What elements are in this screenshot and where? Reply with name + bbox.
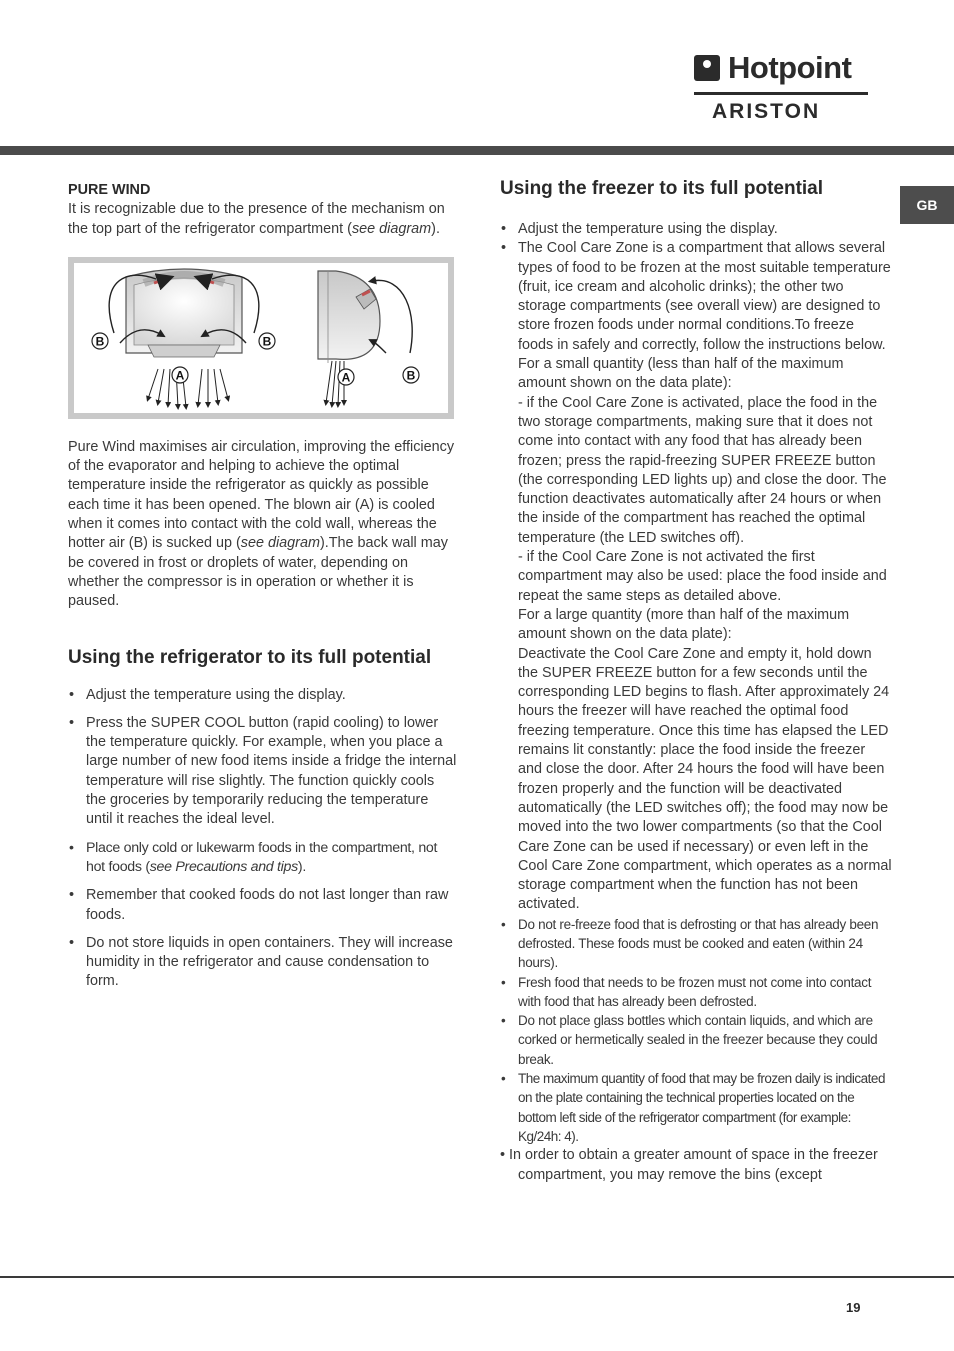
svg-text:B: B (262, 334, 272, 349)
pure-wind-intro: It is recognizable due to the presence of the mechanism on the top part of the refrigerator compartment (see diagram). (68, 201, 445, 237)
hotpoint-logo-icon (694, 55, 720, 81)
list-item: • The maximum quantity of food that may be frozen daily is indicated on the plate containing the technical properties located on the bottom left side of the refrigerator compartment (for example: Kg/24h: 4). (500, 1069, 892, 1146)
pure-wind-body: Pure Wind maximises air circulation, improving the efficiency of the evaporator and helping to achieve the optimal temperature inside the refrigerator as quickly as possible each time it has been opened. The blown air (A) is cooled when it comes into contact with the cold wall, whereas the hotter air (B) is sucked up (see diagram).The back wall may be covered in frost or droplets of water, depending on whether the compressor is in operation or whether it is paused. (68, 438, 455, 610)
brand-name: Hotpoint (728, 50, 852, 85)
page-number: 19 (846, 1300, 861, 1315)
list-item: • Adjust the temperature using the display. (68, 686, 458, 705)
list-item: • Adjust the temperature using the display. (500, 220, 892, 239)
list-item: • Fresh food that needs to be frozen must not come into contact with food that has already been defrosted. (500, 973, 892, 1012)
left-column (68, 181, 458, 1001)
sub-brand-name: ARISTON (712, 100, 821, 123)
fridge-list (68, 686, 458, 992)
list-item: • Remember that cooked foods do not last longer than raw foods. (68, 886, 458, 925)
footer-rule (0, 1276, 954, 1278)
list-item: • Place only cold or lukewarm foods in the compartment, not hot foods (see Precautions and tips). (68, 839, 458, 878)
list-item: • In order to obtain a greater amount of space in the freezer compartment, you may remove the bins (except (500, 1147, 878, 1183)
brand-logo (694, 52, 870, 126)
svg-text:A: A (341, 370, 351, 385)
freezer-heading: Using the freezer to its full potential (500, 178, 824, 199)
svg-text:A: A (175, 368, 185, 383)
logo-divider (694, 92, 868, 95)
list-item: • Do not place glass bottles which contain liquids, and which are corked or hermetically sealed in the freezer because they could break. (500, 1011, 892, 1069)
svg-text:B: B (406, 368, 416, 383)
freezer-list (500, 220, 892, 1185)
pure-wind-title: PURE WIND (68, 182, 151, 198)
airflow-diagram (74, 263, 448, 413)
svg-text:B: B (95, 334, 105, 349)
front-view (92, 269, 275, 407)
pure-wind-diagram (68, 257, 454, 419)
language-tab: GB (900, 186, 954, 224)
list-item: • Do not store liquids in open containers. They will increase humidity in the refrigerator and cause condensation to form. (68, 934, 458, 992)
list-item: • The Cool Care Zone is a compartment that allows several types of food to be frozen at the most suitable temperature (fruit, ice cream and alcoholic drinks); the other two storage compartments (see overall view) are designed to store frozen foods under normal conditions.To freeze foods in safely and correctly, follow the instructions below. For a small quantity (less than half of the maximum amount shown on the data plate): - if the Cool Care Zone is activated, place the food in the two storage compartments, making sure that it does not come into contact with any food that has already been frozen; press the rapid-freezing SUPER FREEZE button (the corresponding LED lights up) and close the door. The function deactivates automatically after 24 hours or when the inside of the compartment has reached the optimal temperature (the LED switches off). - if the Cool Care Zone is not activated the first compartment may also be used: place the food inside and repeat the same steps as detailed above. For a large quantity (more than half of the maximum amount shown on the data plate): Deactivate the Cool Care Zone and empty it, hold down the SUPER FREEZE button for a few seconds until the corresponding LED begins to flash. After approximately 24 hours the freezer will have reached the optimal food freezing temperature. Once this time has elapsed the LED remains lit constantly: place the food inside the freezer and close the door. After 24 hours the food will have been frozen properly and the function will be deactivated automatically (the LED switches off); the food may now be moved into the two lower compartments (so that the Cool Care Zone can be used if necessary) or even left in the Cool Care Zone compartment, which operates as a normal storage compartment when the function has not been activated. (500, 239, 892, 914)
list-item: • Do not re-freeze food that is defrosting or that has already been defrosted. These foods must be cooked and eaten (within 24 hours). (500, 915, 892, 973)
header-bar (0, 146, 954, 155)
list-item: • Press the SUPER COOL button (rapid cooling) to lower the temperature quickly. For example, when you place a large number of new food items inside a fridge the internal temperature will rise slightly. The function quickly cools the groceries by temporarily reducing the temperature until it reaches the ideal level. (68, 714, 458, 830)
fridge-heading: Using the refrigerator to its full potential (68, 646, 432, 668)
right-column (500, 177, 892, 1185)
side-view (318, 271, 419, 405)
